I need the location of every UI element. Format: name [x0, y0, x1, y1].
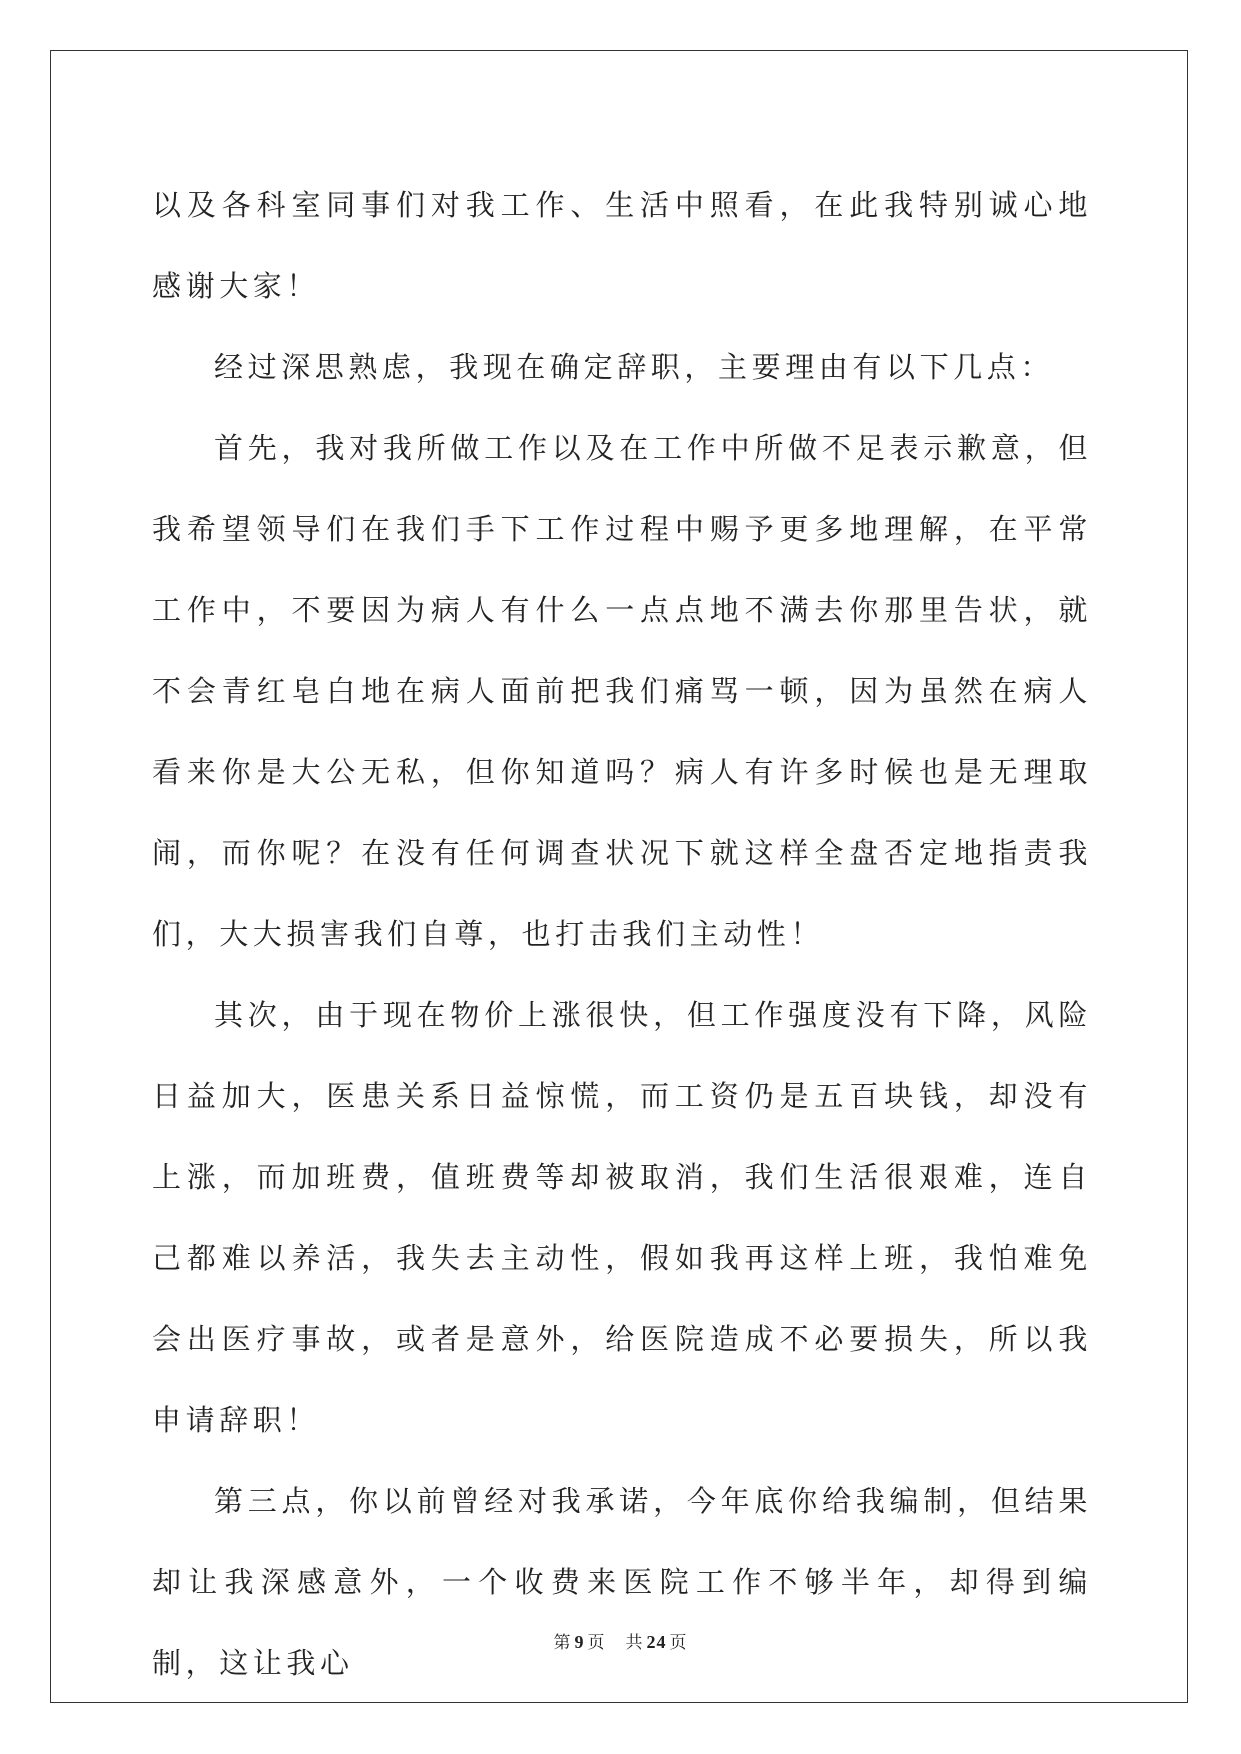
paragraph: 第三点，你以前曾经对我承诺，今年底你给我编制，但结果却让我深感意外，一个收费来医院工作不够半年，却得到编制，这让我心 [152, 1484, 1092, 1680]
paragraph: 首先，我对我所做工作以及在工作中所做不足表示歉意，但我希望领导们在我们手下工作过程中赐予更多地理解，在平常工作中，不要因为病人有什么一点点地不满去你那里告状，就不会青红皂白地在病人面前把我们痛骂一顿，因为虽然在病人看来你是大公无私，但你知道吗？病人有许多时候也是无理取闹，而你呢？在没有任何调查状况下就这样全盘否定地指责我们，大大损害我们自尊，也打击我们主动性！ [152, 431, 1092, 951]
page-number: 9 [574, 1632, 585, 1652]
paragraph: 其次，由于现在物价上涨很快，但工作强度没有下降，风险日益加大，医患关系日益惊慌，而工资仍是五百块钱，却没有上涨，而加班费，值班费等却被取消，我们生活很艰难，连自己都难以养活，我失去主动性，假如我再这样上班，我怕难免会出医疗事故，或者是意外，给医院造成不必要损失，所以我申请辞职！ [152, 998, 1092, 1437]
document-body [152, 165, 1092, 1704]
page-suffix: 页 [587, 1633, 606, 1653]
paragraph: 经过深思熟虑，我现在确定辞职，主要理由有以下几点： [214, 350, 1055, 384]
total-suffix: 页 [669, 1633, 688, 1653]
page-footer [0, 1628, 1241, 1653]
page-prefix: 第 [553, 1633, 572, 1653]
total-prefix: 共 [625, 1633, 644, 1653]
paragraph: 以及各科室同事们对我工作、生活中照看，在此我特别诚心地感谢大家！ [152, 188, 1092, 303]
total-pages: 24 [646, 1632, 667, 1652]
